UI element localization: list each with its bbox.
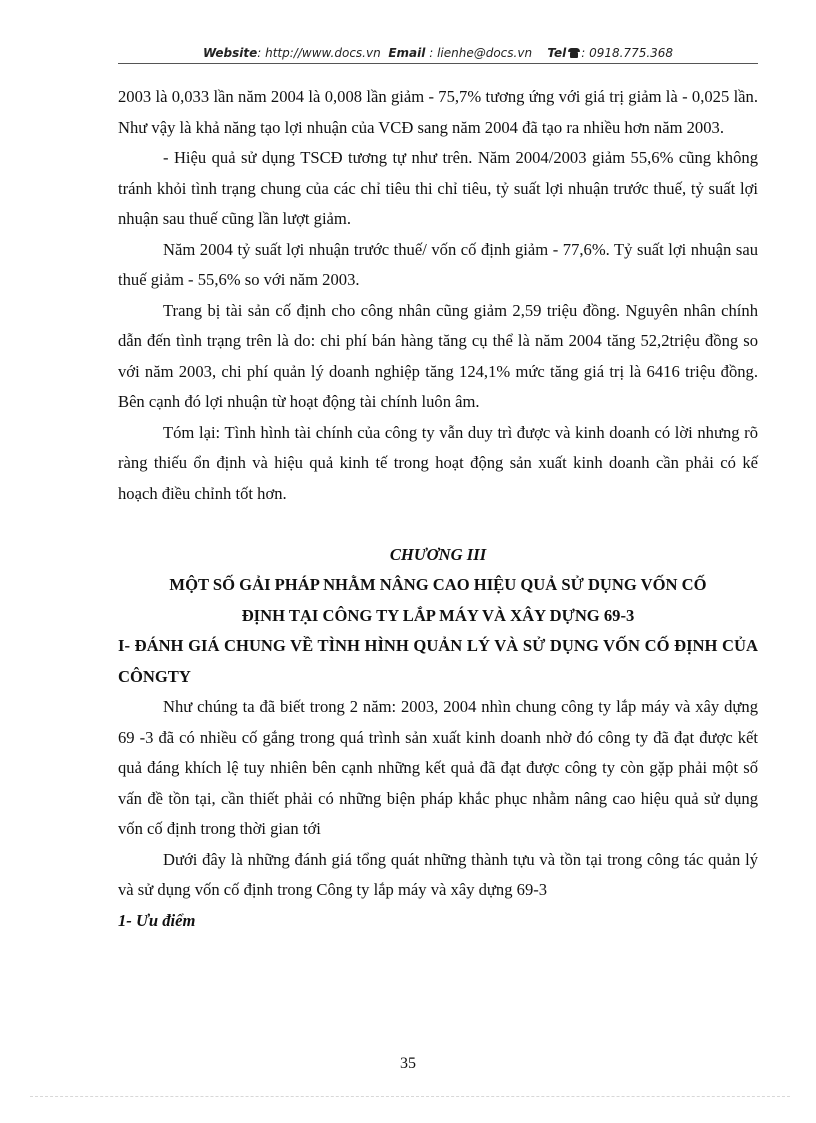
website-label: Website xyxy=(202,46,258,60)
chapter-label: CHƯƠNG III xyxy=(389,544,487,564)
website-value: : http://www.docs.vn xyxy=(257,46,381,60)
paragraph: Năm 2004 tỷ suất lợi nhuận trước thuế/ vốn cố định giảm - 77,6%. Tỷ suất lợi nhuận sau thuế giảm - 55,6% so với năm 2003. xyxy=(118,239,758,289)
paragraph: Tóm lại: Tình hình tài chính của công ty vẫn duy trì được và kinh doanh có lời nhưng rõ ràng thiếu ổn định và hiệu quả kinh tế trong hoạt động sản xuất kinh doanh cần phải có kế hoạch điều chỉnh tốt hơn. xyxy=(118,422,758,503)
subheading: 1- Ưu điểm xyxy=(118,910,196,930)
email-value: : lienhe@docs.vn xyxy=(429,46,533,60)
chapter-title-line-2: ĐỊNH TẠI CÔNG TY LẮP MÁY VÀ XÂY DỰNG 69-3 xyxy=(241,605,635,625)
tel-label: Tel xyxy=(547,46,567,60)
paragraph-continuation: 2003 là 0,033 lần năm 2004 là 0,008 lần giảm - 75,7% tương ứng với giá trị giảm là - 0,025 lần. Như vậy là khả năng tạo lợi nhuận của VCĐ sang năm 2004 đã tạo ra nhiều hơn năm 2003. xyxy=(118,87,758,137)
footer-divider xyxy=(30,1096,790,1097)
telephone-icon xyxy=(568,48,580,58)
chapter-title-line-1: MỘT SỐ GẢI PHÁP NHẰM NÂNG CAO HIỆU QUẢ SỬ DỤNG VỐN CỐ xyxy=(169,575,707,594)
section-heading: I- ĐÁNH GIÁ CHUNG VỀ TÌNH HÌNH QUẢN LÝ VÀ SỬ DỤNG VỐN CỐ ĐỊNH CỦA CÔNGTY xyxy=(118,636,758,686)
page-number: 35 xyxy=(400,1055,416,1072)
paragraph: Trang bị tài sản cố định cho công nhân cũng giảm 2,59 triệu đồng. Nguyên nhân chính dẫn đến tình trạng trên là do: chi phí bán hàng tăng cụ thể là năm 2004 tăng 52,2triệu đồng so với năm 2003, chi phí quản lý doanh nghiệp tăng 124,1% mức tăng giá trị là 6416 triệu đồng. Bên cạnh đó lợi nhuận từ hoạt động tài chính luôn âm. xyxy=(118,300,758,411)
email-label: Email xyxy=(388,46,426,60)
paragraph: Dưới đây là những đánh giá tổng quát những thành tựu và tồn tại trong công tác quản lý và sử dụng vốn cố định trong Công ty lắp máy và xây dựng 69-3 xyxy=(118,849,758,899)
paragraph: - Hiệu quả sử dụng TSCĐ tương tự như trên. Năm 2004/2003 giảm 55,6% cũng không tránh khỏi tình trạng chung của các chỉ tiêu thi chỉ tiêu, tỷ suất lợi nhuận trước thuế, tỷ suất lợi nhuận sau thuế cũng lần lượt giảm. xyxy=(118,148,758,228)
paragraph: Như chúng ta đã biết trong 2 năm: 2003, 2004 nhìn chung công ty lắp máy và xây dựng 69 -3 đã có nhiều cố gắng trong quá trình sản xuất kinh doanh nhờ đó công ty đã đạt được kết quả đáng khích lệ tuy nhiên bên cạnh những kết quả đã đạt được công ty còn gặp phải một số vấn đề tồn tại, cần thiết phải có những biện pháp khắc phục nhằm nâng cao hiệu quả sử dụng vốn cố định trong thời gian tới xyxy=(118,697,758,838)
tel-value: : 0918.775.368 xyxy=(581,46,674,60)
page-header xyxy=(118,46,758,64)
document-body xyxy=(118,82,758,936)
